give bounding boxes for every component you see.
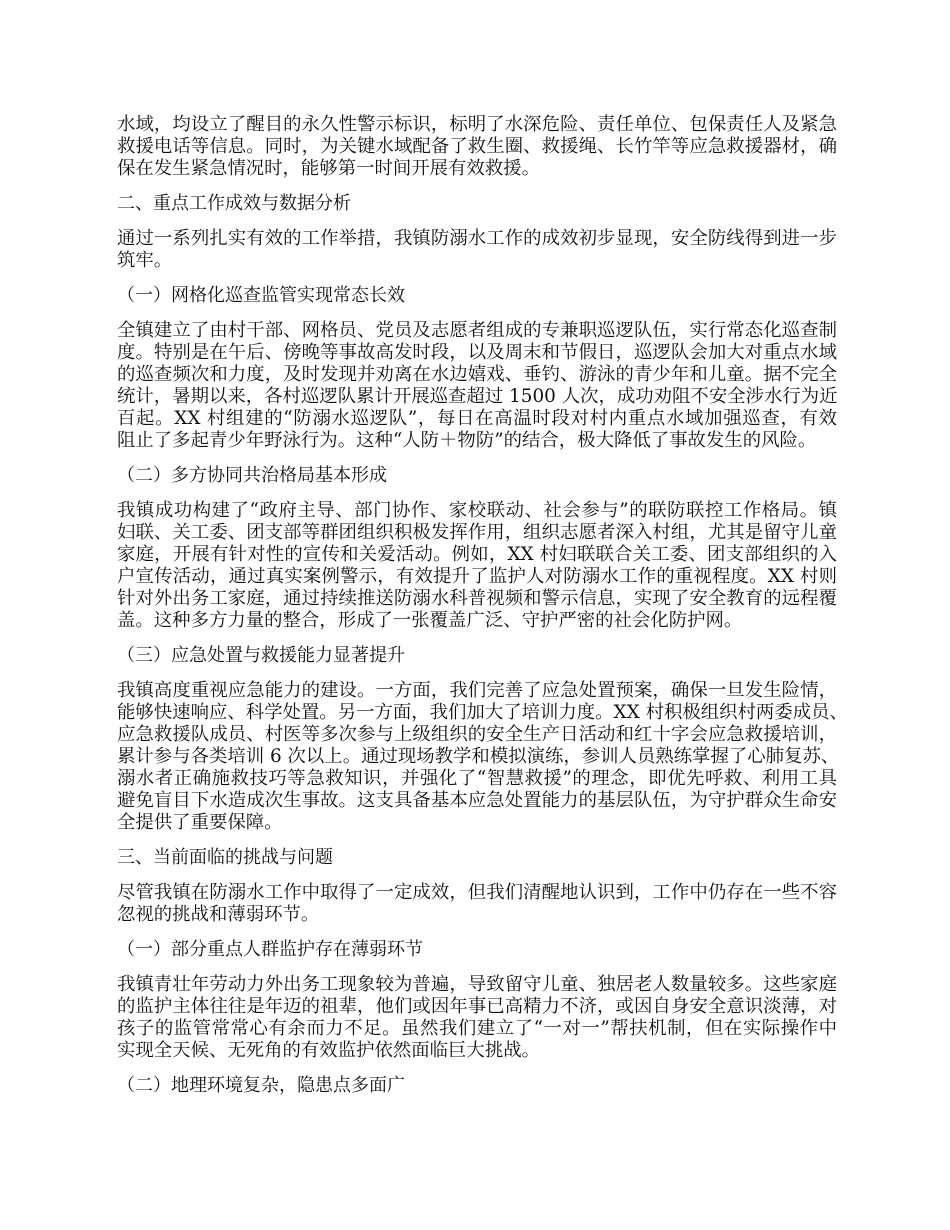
text-line: 户宣传活动，通过真实案例警示，有效提升了监护人对防溺水工作的重视程度。XX 村则 xyxy=(117,566,837,587)
body-paragraph xyxy=(117,680,848,834)
body-paragraph xyxy=(117,500,837,632)
text-line: 针对外出务工家庭，通过持续推送防溺水科普视频和警示信息，实现了安全教育的远程覆 xyxy=(117,588,837,609)
text-line: 二、重点工作成效与数据分析 xyxy=(117,193,351,214)
text-line: 我镇成功构建了“政府主导、部门协作、家校联动、社会参与”的联防联控工作格局。镇 xyxy=(117,500,837,521)
text-line: 我镇青壮年劳动力外出务工现象较为普遍，导致留守儿童、独居老人数量较多。这些家庭 xyxy=(117,974,837,995)
section-heading xyxy=(117,645,837,667)
body-paragraph xyxy=(117,114,837,180)
text-line: 百起。XX 村组建的“防溺水巡逻队”，每日在高温时段对村内重点水域加强巡查，有效 xyxy=(117,408,837,429)
text-line: 能够快速响应、科学处置。另一方面，我们加大了培训力度。XX 村积极组织村两委成员、 xyxy=(117,702,848,723)
text-line: （一）网格化巡查监管实现常态长效 xyxy=(117,285,405,306)
section-heading xyxy=(117,465,837,487)
section-heading xyxy=(117,285,837,307)
text-line: （二）地理环境复杂，隐患点多面广 xyxy=(117,1075,405,1096)
text-line: 盖。这种多方力量的整合，形成了一张覆盖广泛、守护严密的社会化防护网。 xyxy=(117,610,743,631)
text-line: 应急救援队成员、村医等多次参与上级组织的安全生产日活动和红十字会应急救援培训， xyxy=(117,724,837,745)
text-line: 度。特别是在午后、傍晚等事故高发时段，以及周末和节假日，巡逻队会加大对重点水域 xyxy=(117,342,837,363)
text-line: 的监护主体往往是年迈的祖辈，他们或因年事已高精力不济，或因自身安全意识淡薄，对 xyxy=(117,996,837,1017)
text-line: 全提供了重要保障。 xyxy=(117,812,283,833)
text-line: 统计，暑期以来，各村巡逻队累计开展巡查超过 1500 人次，成功劝阻不安全涉水行为近 xyxy=(117,386,838,407)
text-line: 妇联、关工委、团支部等群团组织积极发挥作用，组织志愿者深入村组，尤其是留守儿童 xyxy=(117,522,837,543)
text-line: 忽视的挑战和薄弱环节。 xyxy=(117,904,320,925)
text-line: 水域，均设立了醒目的永久性警示标识，标明了水深危险、责任单位、包保责任人及紧急 xyxy=(117,114,837,135)
text-line: 实现全天候、无死角的有效监护依然面临巨大挑战。 xyxy=(117,1040,540,1061)
text-line: 保在发生紧急情况时，能够第一时间开展有效救援。 xyxy=(117,158,540,179)
text-line: 避免盲目下水造成次生事故。这支具备基本应急处置能力的基层队伍，为守护群众生命安 xyxy=(117,790,837,811)
text-line: 尽管我镇在防溺水工作中取得了一定成效，但我们清醒地认识到，工作中仍存在一些不容 xyxy=(117,882,837,903)
section-heading xyxy=(117,1075,837,1097)
text-line: （三）应急处置与救援能力显著提升 xyxy=(117,645,405,666)
text-line: 阻止了多起青少年野泳行为。这种“人防＋物防”的结合，极大降低了事故发生的风险。 xyxy=(117,430,817,451)
text-line: 筑牢。 xyxy=(117,250,173,271)
section-heading xyxy=(117,939,837,961)
text-line: （二）多方协同共治格局基本形成 xyxy=(117,465,387,486)
body-paragraph xyxy=(117,228,837,272)
body-paragraph xyxy=(117,974,837,1062)
body-paragraph xyxy=(117,882,837,926)
section-heading xyxy=(117,847,837,869)
text-line: 我镇高度重视应急能力的建设。一方面，我们完善了应急处置预案，确保一旦发生险情， xyxy=(117,680,837,701)
document-page xyxy=(117,114,848,1110)
text-line: 累计参与各类培训 6 次以上。通过现场教学和模拟演练，参训人员熟练掌握了心肺复苏、 xyxy=(117,746,840,767)
section-heading xyxy=(117,193,837,215)
text-line: 三、当前面临的挑战与问题 xyxy=(117,847,333,868)
text-line: 孩子的监管常常心有余而力不足。虽然我们建立了“一对一”帮扶机制，但在实际操作中 xyxy=(117,1018,837,1039)
text-line: 的巡查频次和力度，及时发现并劝离在水边嬉戏、垂钓、游泳的青少年和儿童。据不完全 xyxy=(117,364,837,385)
text-line: 通过一系列扎实有效的工作举措，我镇防溺水工作的成效初步显现，安全防线得到进一步 xyxy=(117,228,837,249)
body-paragraph xyxy=(117,320,837,452)
text-line: 溺水者正确施救技巧等急救知识，并强化了“智慧救援”的理念，即优先呼救、利用工具 xyxy=(117,768,837,789)
text-line: 家庭，开展有针对性的宣传和关爱活动。例如，XX 村妇联联合关工委、团支部组织的入 xyxy=(117,544,837,565)
text-line: （一）部分重点人群监护存在薄弱环节 xyxy=(117,939,423,960)
text-line: 全镇建立了由村干部、网格员、党员及志愿者组成的专兼职巡逻队伍，实行常态化巡查制 xyxy=(117,320,837,341)
text-line: 救援电话等信息。同时，为关键水域配备了救生圈、救援绳、长竹竿等应急救援器材，确 xyxy=(117,136,837,157)
